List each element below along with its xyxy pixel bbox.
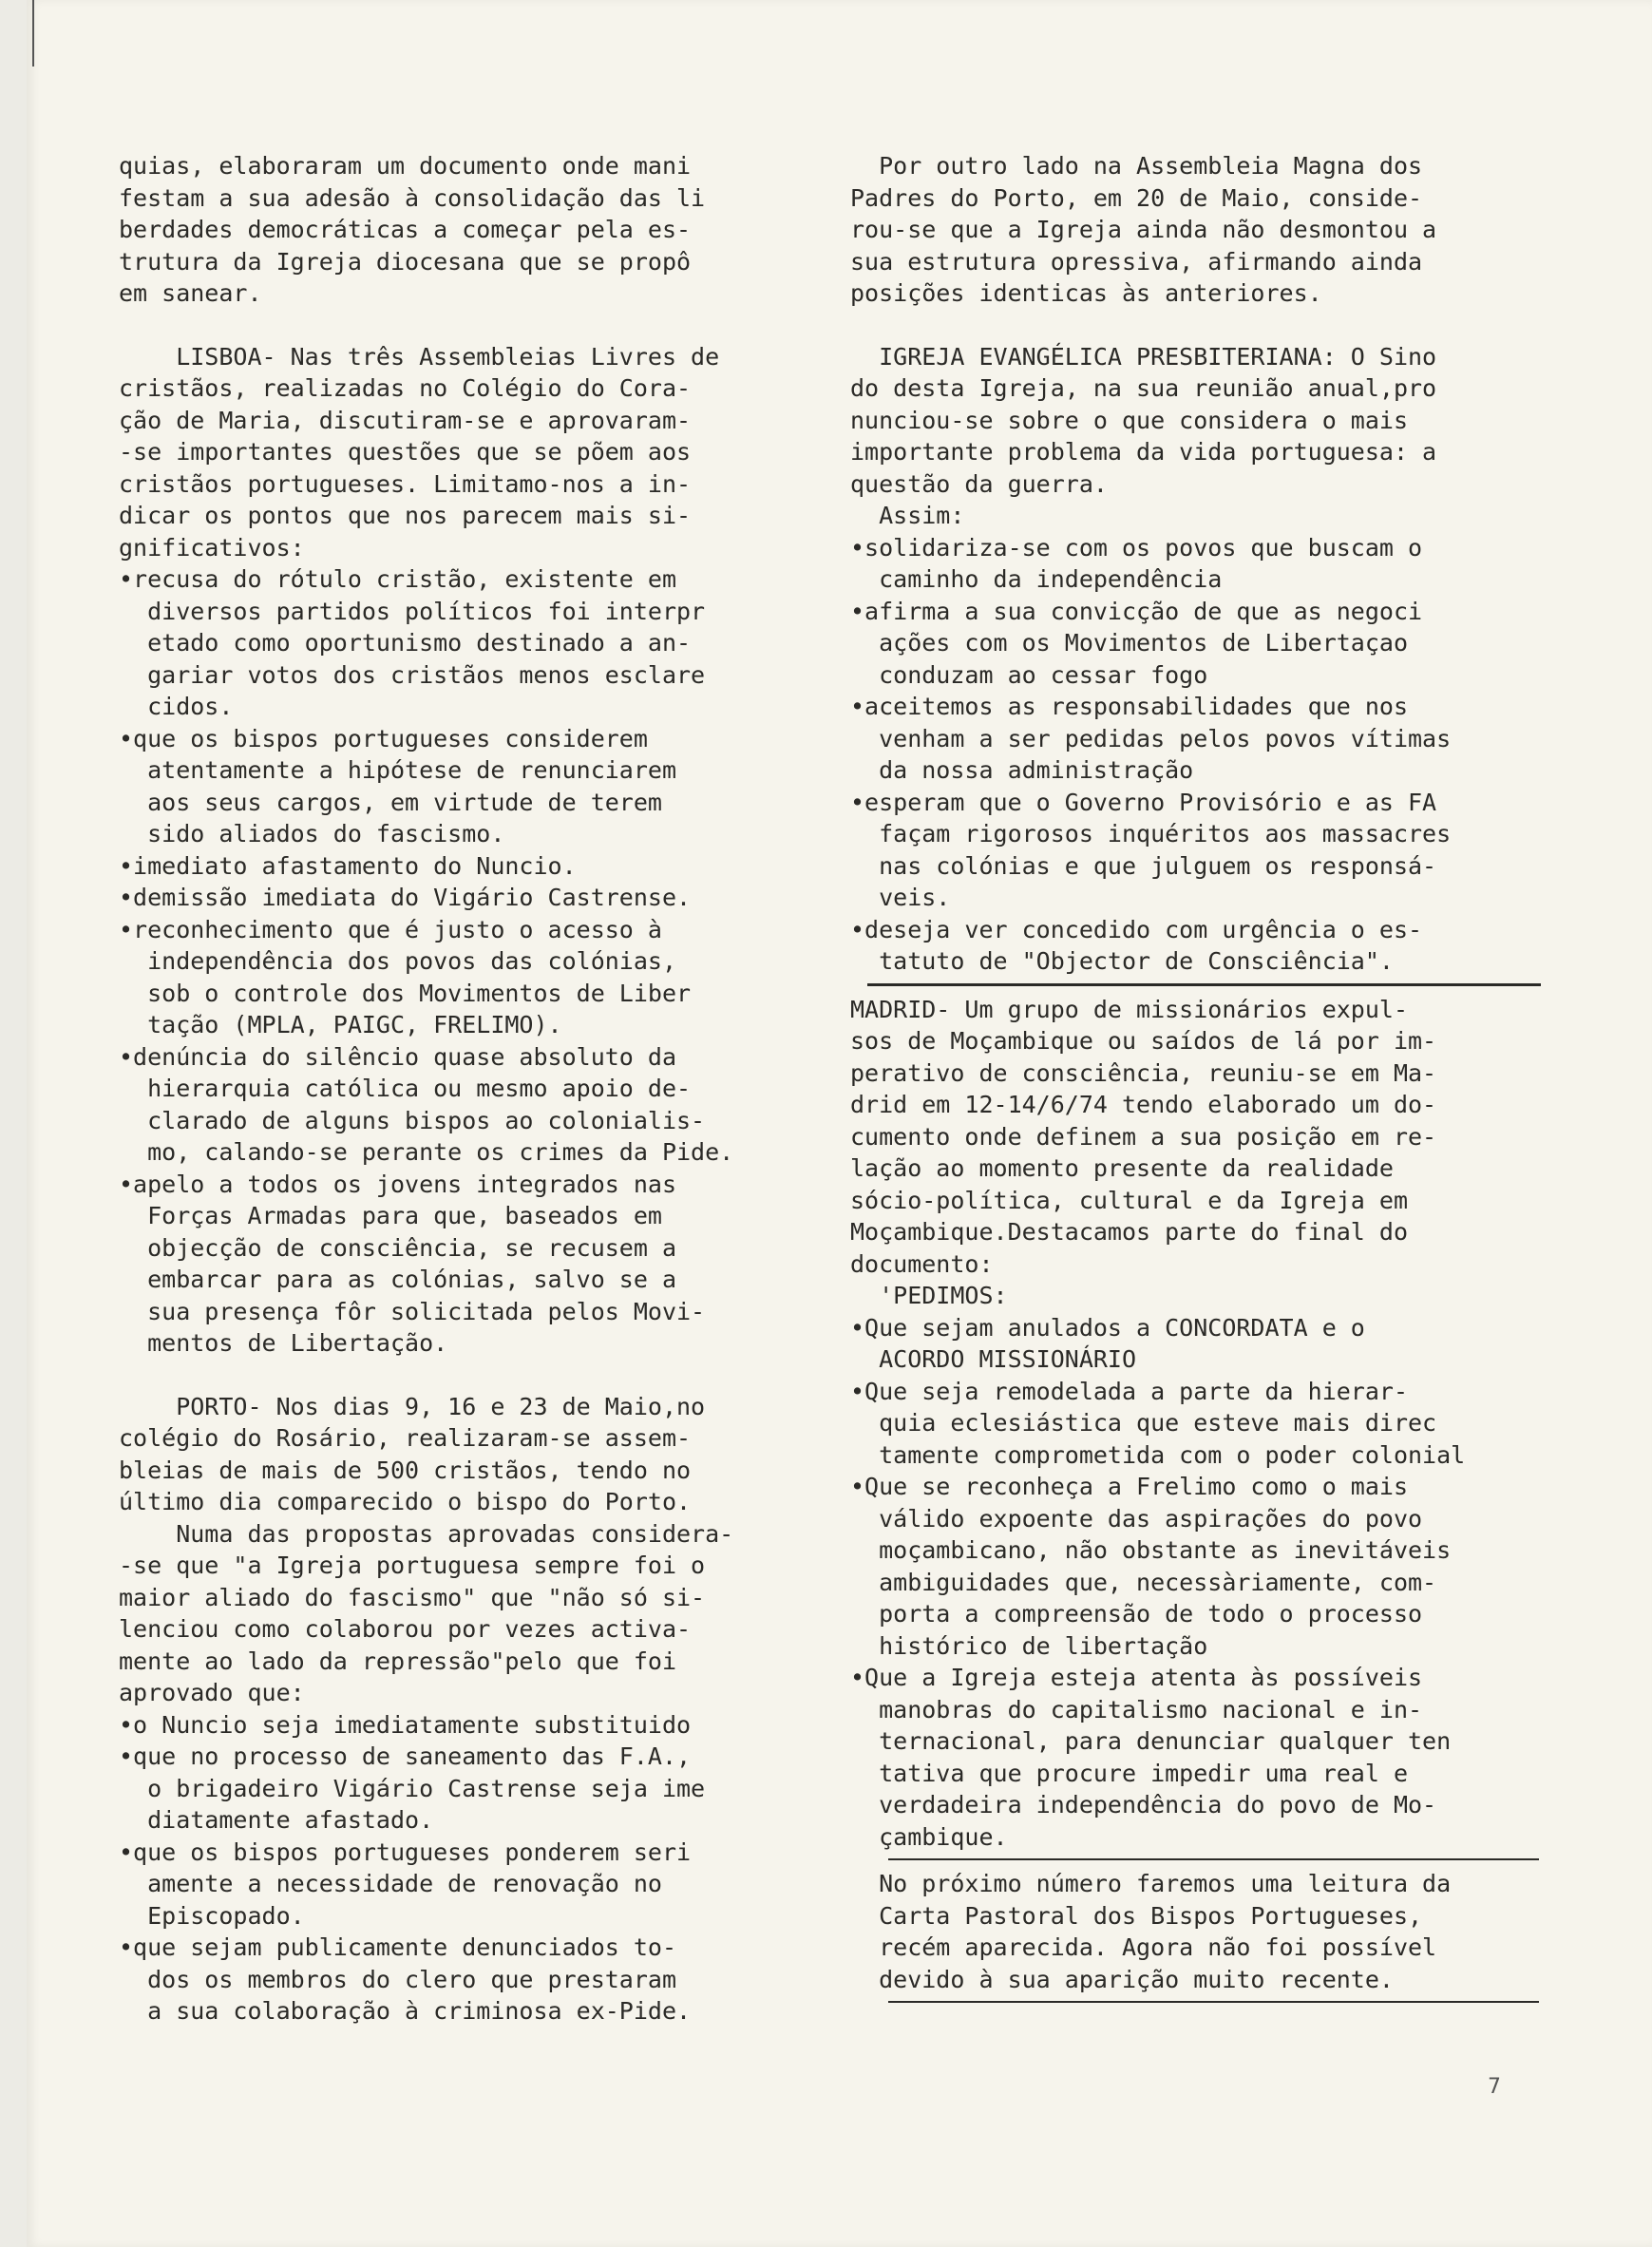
list-line: hierarquia católica ou mesmo apoio de- <box>119 1075 692 1102</box>
lisboa-paragraph <box>119 341 841 564</box>
list-line: •afirma a sua convicção de que as negoci <box>850 597 1423 625</box>
porto-list <box>119 1709 841 2028</box>
list-line: dos os membros do clero que prestaram <box>119 1965 676 1993</box>
list-line: ambiguidades que, necessàriamente, com- <box>850 1568 1437 1596</box>
text-line: trutura da Igreja diocesana que se propô <box>119 247 692 276</box>
list-line: •que no processo de saneamento das F.A., <box>119 1742 692 1770</box>
list-item <box>850 787 1558 914</box>
text-line: sócio-política, cultural e da Igreja em <box>850 1186 1408 1214</box>
list-line: da nossa administração <box>850 756 1194 784</box>
text-line: em sanear. <box>119 279 262 307</box>
list-item <box>119 1041 841 1169</box>
list-line: sua presença fôr solicitada pelos Movi- <box>119 1297 706 1325</box>
list-line: histórico de libertação <box>850 1631 1208 1660</box>
list-line: objecção de consciência, se recusem a <box>119 1233 676 1262</box>
next-issue-note <box>850 1868 1558 1995</box>
list-item <box>850 596 1558 692</box>
list-item <box>850 1376 1558 1472</box>
list-line: ACORDO MISSIONÁRIO <box>850 1345 1137 1373</box>
list-item <box>850 914 1558 978</box>
text-line: colégio do Rosário, realizaram-se assem- <box>119 1424 692 1452</box>
text-line: lação ao momento presente da realidade <box>850 1154 1394 1182</box>
text-line: MADRID- Um grupo de missionários expul- <box>850 995 1408 1023</box>
list-line: •solidariza-se com os povos que buscam o <box>850 533 1423 562</box>
list-line: ações com os Movimentos de Libertaçao <box>850 629 1408 657</box>
binding-edge <box>32 0 34 67</box>
text-line: -se que "a Igreja portuguesa sempre foi o <box>119 1552 706 1579</box>
text-line: do desta Igreja, na sua reunião anual,pro <box>850 374 1437 402</box>
text-line: rou-se que a Igreja ainda não desmontou a <box>850 216 1437 243</box>
list-line: clarado de alguns bispos ao colonialis- <box>119 1106 706 1134</box>
list-line: •que sejam publicamente denunciados to- <box>119 1933 676 1961</box>
text-line: questão da guerra. <box>850 469 1108 498</box>
text-line: perativo de consciência, reuniu-se em Ma- <box>850 1058 1437 1087</box>
list-line: sido aliados do fascismo. <box>119 820 505 847</box>
list-line: o brigadeiro Vigário Castrense seja ime <box>119 1774 706 1802</box>
text-line: aprovado que: <box>119 1679 305 1706</box>
text-line: -se importantes questões que se põem aos <box>119 438 692 466</box>
list-line: diversos partidos políticos foi interpr <box>119 597 706 625</box>
text-line: drid em 12-14/6/74 tendo elaborado um do- <box>850 1091 1437 1118</box>
list-line: Forças Armadas para que, baseados em <box>119 1202 662 1229</box>
igreja-list <box>850 532 1558 978</box>
list-line: •aceitemos as responsabilidades que nos <box>850 693 1408 720</box>
list-item <box>119 723 841 850</box>
text-line: Assim: <box>850 502 965 529</box>
list-line: válido expoente das aspirações do povo <box>850 1504 1423 1533</box>
text-line: LISBOA- Nas três Assembleias Livres de <box>119 342 720 371</box>
list-line: embarcar para as colónias, salvo se a <box>119 1266 676 1293</box>
section-divider <box>888 2001 1539 2003</box>
text-line: posições identicas às anteriores. <box>850 279 1322 307</box>
list-line: venham a ser pedidas pelos povos vítimas <box>850 724 1452 752</box>
text-line: 'PEDIMOS: <box>850 1282 1008 1309</box>
list-line: cidos. <box>119 693 234 720</box>
list-item <box>119 1709 841 1742</box>
list-line: •apelo a todos os jovens integrados nas <box>119 1170 676 1198</box>
text-line: importante problema da vida portuguesa: a <box>850 438 1437 466</box>
list-line: façam rigorosos inquéritos aos massacres <box>850 820 1452 847</box>
list-item <box>119 1837 841 1933</box>
text-line: Padres do Porto, em 20 de Maio, conside- <box>850 183 1423 212</box>
list-item <box>119 850 841 883</box>
text-line: cristãos, realizadas no Colégio do Cora- <box>119 374 692 402</box>
list-line: •Que sejam anulados a CONCORDATA e o <box>850 1313 1365 1342</box>
list-line: atentamente a hipótese de renunciarem <box>119 756 676 784</box>
document-page <box>27 0 1652 2247</box>
right-column <box>850 150 1558 2010</box>
list-line: •demissão imediata do Vigário Castrense. <box>119 884 692 911</box>
list-line: tamente comprometida com o poder colonial <box>850 1440 1466 1469</box>
list-item <box>850 1471 1558 1662</box>
list-line: •imediato afastamento do Nuncio. <box>119 851 577 880</box>
list-item <box>119 1169 841 1360</box>
porto-magna-paragraph <box>850 150 1558 310</box>
list-line: tação (MPLA, PAIGC, FRELIMO). <box>119 1011 562 1038</box>
text-line: maior aliado do fascismo" que "não só si- <box>119 1583 706 1611</box>
list-item <box>119 1741 841 1837</box>
list-line: •Que a Igreja esteja atenta às possíveis <box>850 1664 1423 1691</box>
list-line: nas colónias e que julguem os responsá- <box>850 851 1437 880</box>
text-line: bleias de mais de 500 cristãos, tendo no <box>119 1456 692 1484</box>
list-line: •Que se reconheça a Frelimo como o mais <box>850 1473 1408 1500</box>
text-line: Moçambique.Destacamos parte do final do <box>850 1218 1408 1246</box>
text-line: berdades democráticas a começar pela es- <box>119 216 692 243</box>
list-line: •deseja ver concedido com urgência o es- <box>850 915 1423 943</box>
list-line: etado como oportunismo destinado a an- <box>119 629 692 657</box>
left-column <box>119 150 841 2028</box>
list-line: •recusa do rótulo cristão, existente em <box>119 565 676 593</box>
list-line: mo, calando-se perante os crimes da Pide. <box>119 1138 734 1166</box>
text-line: festam a sua adesão à consolidação das li <box>119 183 706 212</box>
text-line: cristãos portugueses. Limitamo-nos a in- <box>119 469 692 498</box>
list-line: amente a necessidade de renovação no <box>119 1870 662 1897</box>
madrid-paragraph <box>850 994 1558 1312</box>
text-line: Numa das propostas aprovadas considera- <box>119 1519 734 1548</box>
text-line: nunciou-se sobre o que considera o mais <box>850 406 1408 434</box>
text-line: último dia comparecido o bispo do Porto. <box>119 1488 692 1515</box>
list-line: sob o controle dos Movimentos de Liber <box>119 979 692 1007</box>
list-line: •reconhecimento que é justo o acesso à <box>119 915 662 943</box>
list-line: quia eclesiástica que esteve mais direc <box>850 1409 1437 1437</box>
list-line: •o Nuncio seja imediatamente substituido <box>119 1710 692 1739</box>
list-line: diatamente afastado. <box>119 1806 434 1834</box>
section-divider <box>888 1858 1539 1860</box>
text-line: PORTO- Nos dias 9, 16 e 23 de Maio,no <box>119 1392 706 1420</box>
list-item <box>119 914 841 1041</box>
list-line: mentos de Libertação. <box>119 1329 448 1357</box>
list-line: conduzam ao cessar fogo <box>850 660 1208 689</box>
text-line: sua estrutura opressiva, afirmando ainda <box>850 247 1423 276</box>
text-line: mente ao lado da repressão"pelo que foi <box>119 1647 676 1675</box>
list-line: •que os bispos portugueses ponderem seri <box>119 1838 692 1866</box>
intro-paragraph <box>119 150 841 310</box>
list-line: moçambicano, não obstante as inevitáveis <box>850 1536 1452 1564</box>
list-line: aos seus cargos, em virtude de terem <box>119 788 662 816</box>
list-line: •que os bispos portugueses considerem <box>119 724 648 752</box>
text-line: recém aparecida. Agora não foi possível <box>850 1933 1437 1961</box>
list-line: caminho da independência <box>850 565 1223 593</box>
text-line: IGREJA EVANGÉLICA PRESBITERIANA: O Sino <box>850 342 1437 371</box>
text-line: Por outro lado na Assembleia Magna dos <box>850 152 1423 180</box>
text-line: ção de Maria, discutiram-se e aprovaram- <box>119 406 692 434</box>
list-line: tativa que procure impedir uma real e <box>850 1759 1408 1787</box>
list-line: independência dos povos das colónias, <box>119 947 676 975</box>
list-item <box>850 532 1558 596</box>
list-line: •esperam que o Governo Provisório e as FA <box>850 788 1437 816</box>
list-item <box>850 691 1558 787</box>
list-line: tatuto de "Objector de Consciência". <box>850 947 1394 975</box>
list-item <box>119 1932 841 2028</box>
text-line: documento: <box>850 1249 994 1278</box>
porto-paragraph <box>119 1391 841 1709</box>
list-line: manobras do capitalismo nacional e in- <box>850 1695 1423 1723</box>
text-line: lenciou como colaborou por vezes activa- <box>119 1615 692 1643</box>
igreja-paragraph <box>850 341 1558 532</box>
list-line: porta a compreensão de todo o processo <box>850 1600 1423 1628</box>
text-line: sos de Moçambique ou saídos de lá por im- <box>850 1027 1437 1055</box>
section-divider <box>867 983 1541 986</box>
list-line: çambique. <box>850 1822 1008 1851</box>
list-item <box>850 1662 1558 1853</box>
list-line: Episcopado. <box>119 1901 305 1930</box>
list-line: a sua colaboração à criminosa ex-Pide. <box>119 1997 692 2025</box>
lisboa-list <box>119 563 841 1360</box>
list-line: veis. <box>850 884 951 911</box>
list-line: •denúncia do silêncio quase absoluto da <box>119 1042 676 1071</box>
list-item <box>119 563 841 723</box>
text-line: dicar os pontos que nos parecem mais si- <box>119 502 692 529</box>
text-line: quias, elaboraram um documento onde mani <box>119 152 692 180</box>
list-item <box>119 882 841 914</box>
madrid-list <box>850 1312 1558 1854</box>
page-number: 7 <box>1488 2075 1501 2099</box>
text-line: gnificativos: <box>119 533 305 562</box>
list-item <box>850 1312 1558 1376</box>
list-line: •Que seja remodelada a parte da hierar- <box>850 1377 1408 1405</box>
list-line: verdadeira independência do povo de Mo- <box>850 1791 1437 1819</box>
text-line: Carta Pastoral dos Bispos Portugueses, <box>850 1901 1423 1930</box>
list-line: gariar votos dos cristãos menos esclare <box>119 660 706 689</box>
text-line: devido à sua aparição muito recente. <box>850 1965 1394 1993</box>
list-line: ternacional, para denunciar qualquer ten <box>850 1727 1452 1755</box>
text-line: cumento onde definem a sua posição em re- <box>850 1122 1437 1151</box>
text-line: No próximo número faremos uma leitura da <box>850 1870 1452 1897</box>
